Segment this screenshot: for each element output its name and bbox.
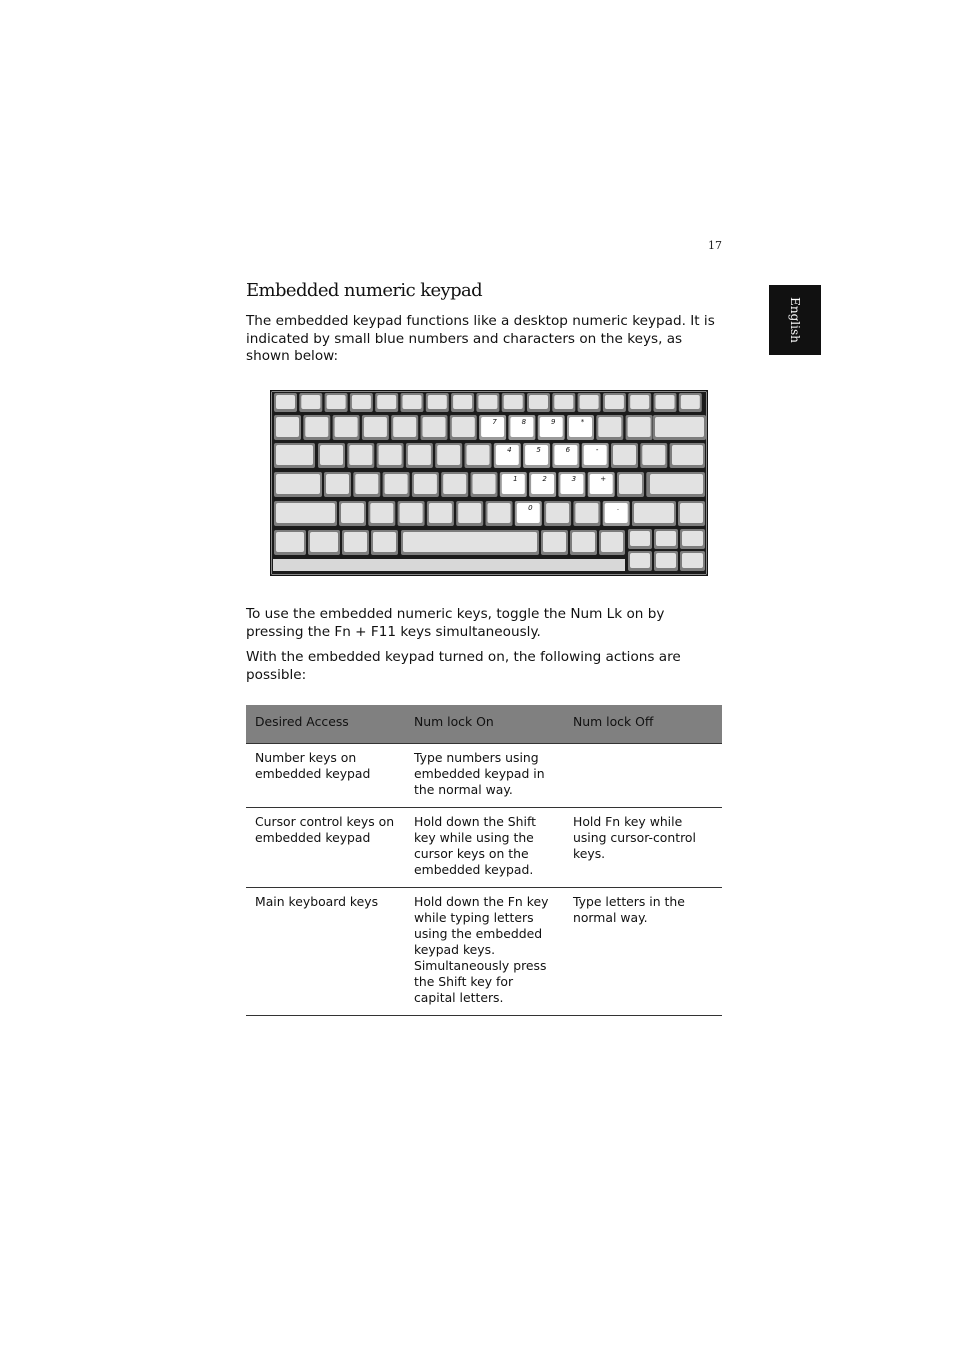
keyboard-key bbox=[303, 415, 330, 440]
right-shift-key bbox=[632, 501, 676, 526]
space-bar bbox=[401, 530, 539, 555]
table-cell: Main keyboard keys bbox=[246, 888, 405, 1016]
arrow-up-key bbox=[628, 529, 652, 549]
keypad-key bbox=[523, 443, 550, 468]
keypad-key bbox=[603, 501, 630, 526]
keypad-label: 4 bbox=[507, 446, 512, 454]
function-key bbox=[451, 393, 474, 412]
fn-key bbox=[274, 530, 306, 555]
table-cell: Type letters in the normal way. bbox=[564, 888, 722, 1016]
table-cell: Type numbers using embedded keypad in the normal way. bbox=[405, 744, 564, 808]
keyboard-key bbox=[333, 415, 360, 440]
arrow-down-key bbox=[654, 551, 678, 571]
keypad-key bbox=[515, 501, 542, 526]
page-number: 17 bbox=[708, 239, 722, 252]
keypad-label: 6 bbox=[565, 446, 571, 454]
keyboard-key bbox=[318, 443, 345, 468]
keyboard-key bbox=[626, 415, 653, 440]
keypad-key bbox=[494, 443, 521, 468]
keyboard-key bbox=[435, 443, 462, 468]
keyboard-key bbox=[541, 530, 568, 555]
keyboard-key bbox=[398, 501, 425, 526]
function-key bbox=[375, 393, 398, 412]
keypad-label: 9 bbox=[550, 418, 556, 426]
arrow-left-key bbox=[628, 551, 652, 571]
keyboard-key bbox=[362, 415, 389, 440]
function-key bbox=[654, 393, 677, 412]
function-key bbox=[552, 393, 575, 412]
function-key bbox=[476, 393, 499, 412]
function-key bbox=[274, 393, 297, 412]
function-key bbox=[578, 393, 601, 412]
keypad-label: 7 bbox=[492, 418, 497, 426]
keyboard-key bbox=[377, 443, 404, 468]
keyboard-key bbox=[611, 443, 638, 468]
keyboard-key bbox=[599, 530, 625, 555]
keyboard-key bbox=[441, 472, 468, 497]
header-num-lock-off: Num lock Off bbox=[564, 705, 722, 744]
keypad-label: 8 bbox=[521, 418, 527, 426]
keypad-key bbox=[529, 472, 556, 497]
intro-paragraph: The embedded keypad functions like a desktop numeric keypad. It is indicated by small blue numbers and characters on the keys, as shown below: bbox=[246, 313, 715, 364]
keyboard-key bbox=[391, 415, 418, 440]
function-key bbox=[628, 393, 651, 412]
keypad-key bbox=[588, 472, 615, 497]
keyboard-key bbox=[406, 443, 433, 468]
table-row bbox=[246, 744, 722, 808]
backspace-key bbox=[653, 415, 706, 440]
keyboard-key bbox=[573, 501, 600, 526]
keyboard-key bbox=[654, 529, 678, 549]
keyboard-svg bbox=[270, 390, 708, 576]
keypad-key bbox=[582, 443, 609, 468]
keyboard-key bbox=[544, 501, 571, 526]
palm-rest bbox=[273, 559, 625, 571]
keyboard-key bbox=[421, 415, 448, 440]
keyboard-illustration bbox=[270, 390, 708, 576]
function-key bbox=[527, 393, 550, 412]
keypad-key bbox=[508, 415, 535, 440]
table-row bbox=[246, 808, 722, 888]
table-cell: Number keys on embedded keypad bbox=[246, 744, 405, 808]
table-cell: Cursor control keys on embedded keypad bbox=[246, 808, 405, 888]
actions-table bbox=[246, 705, 722, 1016]
table-cell: Hold down the Fn key while typing letters using the embedded keypad keys. Simultaneously press the Shift key for capital letters. bbox=[405, 888, 564, 1016]
enter-key bbox=[648, 472, 705, 497]
keypad-key bbox=[567, 415, 594, 440]
keyboard-key bbox=[471, 472, 498, 497]
alt-key bbox=[371, 530, 398, 555]
section-title: Embedded numeric keypad bbox=[246, 280, 483, 301]
function-key bbox=[299, 393, 322, 412]
function-key bbox=[603, 393, 626, 412]
keyboard-key bbox=[368, 501, 395, 526]
keypad-label: - bbox=[595, 446, 599, 454]
keypad-key bbox=[479, 415, 506, 440]
keyboard-key bbox=[383, 472, 410, 497]
header-num-lock-on: Num lock On bbox=[405, 705, 564, 744]
keyboard-key bbox=[450, 415, 477, 440]
function-key bbox=[426, 393, 449, 412]
keypad-label: . bbox=[617, 504, 620, 512]
keypad-label: * bbox=[580, 418, 585, 426]
tab-key bbox=[274, 443, 315, 468]
keypad-label: + bbox=[600, 475, 607, 483]
keyboard-key bbox=[347, 443, 374, 468]
keypad-key bbox=[500, 472, 527, 497]
caps-lock-key bbox=[274, 472, 322, 497]
keypad-key bbox=[552, 443, 579, 468]
keypad-key bbox=[538, 415, 565, 440]
keyboard-key bbox=[412, 472, 439, 497]
toggle-paragraph: To use the embedded numeric keys, toggle the Num Lk on by pressing the Fn + F11 keys simultaneously. bbox=[246, 606, 665, 640]
actions-intro-paragraph: With the embedded keypad turned on, the following actions are possible: bbox=[246, 649, 681, 683]
keyboard-key bbox=[274, 415, 301, 440]
table-cell: Hold down the Shift key while using the cursor keys on the embedded keypad. bbox=[405, 808, 564, 888]
keypad-label: 2 bbox=[542, 475, 547, 483]
header-desired-access: Desired Access bbox=[246, 705, 405, 744]
backslash-key bbox=[670, 443, 705, 468]
left-shift-key bbox=[274, 501, 337, 526]
win-key bbox=[342, 530, 369, 555]
function-key bbox=[325, 393, 348, 412]
keyboard-key bbox=[680, 529, 705, 549]
keyboard-key bbox=[617, 472, 644, 497]
table-header-row bbox=[246, 705, 722, 744]
keyboard-key bbox=[596, 415, 623, 440]
language-tab-label: English bbox=[788, 297, 802, 343]
keyboard-key bbox=[465, 443, 492, 468]
keypad-label: 0 bbox=[528, 504, 533, 512]
function-key bbox=[679, 393, 702, 412]
keyboard-key bbox=[456, 501, 483, 526]
table-cell: Hold Fn key while using cursor-control keys. bbox=[564, 808, 722, 888]
table-row bbox=[246, 888, 722, 1016]
keyboard-key bbox=[427, 501, 454, 526]
table-cell bbox=[564, 744, 722, 808]
keyboard-key bbox=[324, 472, 351, 497]
function-key bbox=[401, 393, 424, 412]
keypad-label: 3 bbox=[571, 475, 577, 483]
keyboard-key bbox=[678, 501, 705, 526]
keyboard-key bbox=[486, 501, 513, 526]
language-tab bbox=[769, 285, 821, 355]
ctrl-key bbox=[308, 530, 340, 555]
function-key bbox=[502, 393, 525, 412]
keyboard-key bbox=[640, 443, 667, 468]
keypad-label: 5 bbox=[536, 446, 541, 454]
arrow-right-key bbox=[680, 551, 705, 571]
keyboard-key bbox=[570, 530, 597, 555]
keypad-key bbox=[558, 472, 585, 497]
keyboard-key bbox=[339, 501, 366, 526]
function-key bbox=[350, 393, 373, 412]
keyboard-key bbox=[353, 472, 380, 497]
keypad-label: 1 bbox=[513, 475, 518, 483]
